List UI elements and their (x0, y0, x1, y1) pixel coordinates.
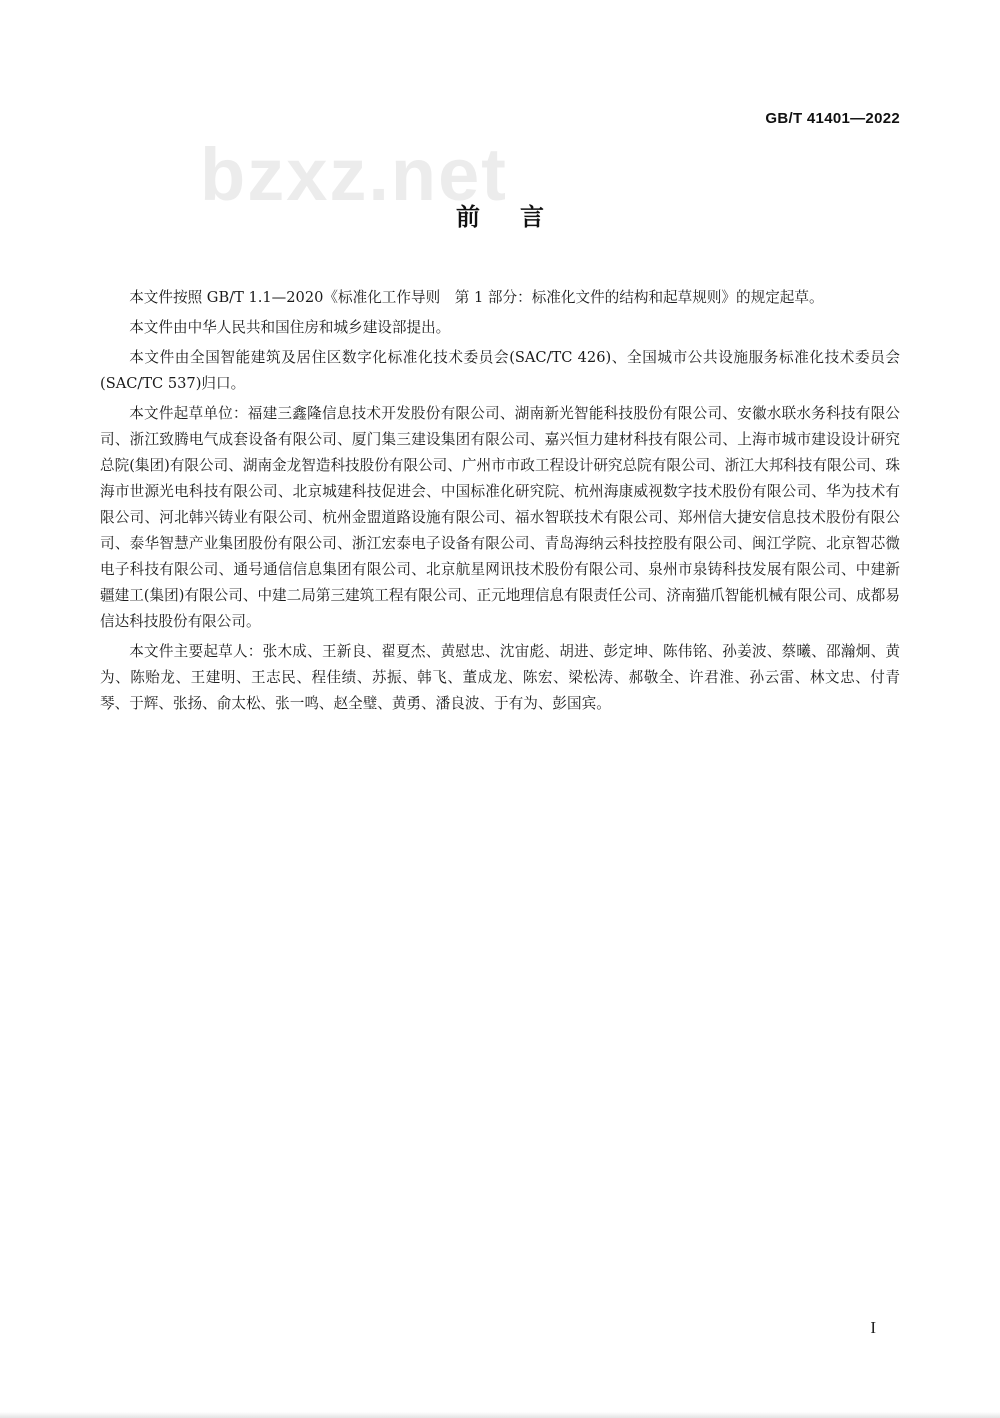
paragraph-drafting-units: 本文件起草单位：福建三鑫隆信息技术开发股份有限公司、湖南新光智能科技股份有限公司、安徽水联水务科技有限公司、浙江致腾电气成套设备有限公司、厦门集三建设集团有限公司、嘉兴恒力建材科技有限公司、上海市城市建设设计研究总院(集团)有限公司、湖南金龙智造科技股份有限公司、广州市市政工程设计研究总院有限公司、浙江大邦科技有限公司、珠海市世源光电科技有限公司、北京城建科技促进会、中国标准化研究院、杭州海康威视数字技术股份有限公司、华为技术有限公司、河北韩兴铸业有限公司、杭州金盟道路设施有限公司、福水智联技术有限公司、郑州信大捷安信息技术股份有限公司、泰华智慧产业集团股份有限公司、浙江宏泰电子设备有限公司、青岛海纳云科技控股有限公司、闽江学院、北京智芯微电子科技有限公司、通号通信信息集团有限公司、北京航星网讯技术股份有限公司、泉州市泉铸科技发展有限公司、中建新疆建工(集团)有限公司、中建二局第三建筑工程有限公司、正元地理信息有限责任公司、济南猫爪智能机械有限公司、成都易信达科技股份有限公司。 (100, 405, 900, 630)
paragraph-centralized-by: 本文件由全国智能建筑及居住区数字化标准化技术委员会(SAC/TC 426)、全国城市公共设施服务标准化技术委员会(SAC/TC 537)归口。 (100, 349, 900, 392)
page-number: I (870, 1318, 876, 1337)
standard-code: GB/T 41401—2022 (765, 110, 900, 127)
paragraph-proposer: 本文件由中华人民共和国住房和城乡建设部提出。 (129, 319, 451, 336)
paragraph-drafting-rules: 本文件按照 GB/T 1.1—2020《标准化工作导则 第 1 部分：标准化文件的结构和起草规则》的规定起草。 (129, 289, 824, 306)
body-text (100, 285, 900, 721)
paragraph-drafters: 本文件主要起草人：张木成、王新良、翟夏杰、黄慰忠、沈宙彪、胡进、彭定坤、陈伟铭、孙姜波、蔡曦、邵瀚炯、黄为、陈贻龙、王建明、王志民、程佳绩、苏振、韩飞、董成龙、陈宏、梁松涛、郝敬全、许君淮、孙云雷、林文忠、付青琴、于辉、张扬、俞太松、张一鸣、赵全璧、黄勇、潘良波、于有为、彭国宾。 (100, 643, 900, 712)
page-edge (0, 1412, 1000, 1418)
watermark-text: bzxz.net (200, 133, 508, 216)
page-title: 前言 (456, 203, 584, 231)
